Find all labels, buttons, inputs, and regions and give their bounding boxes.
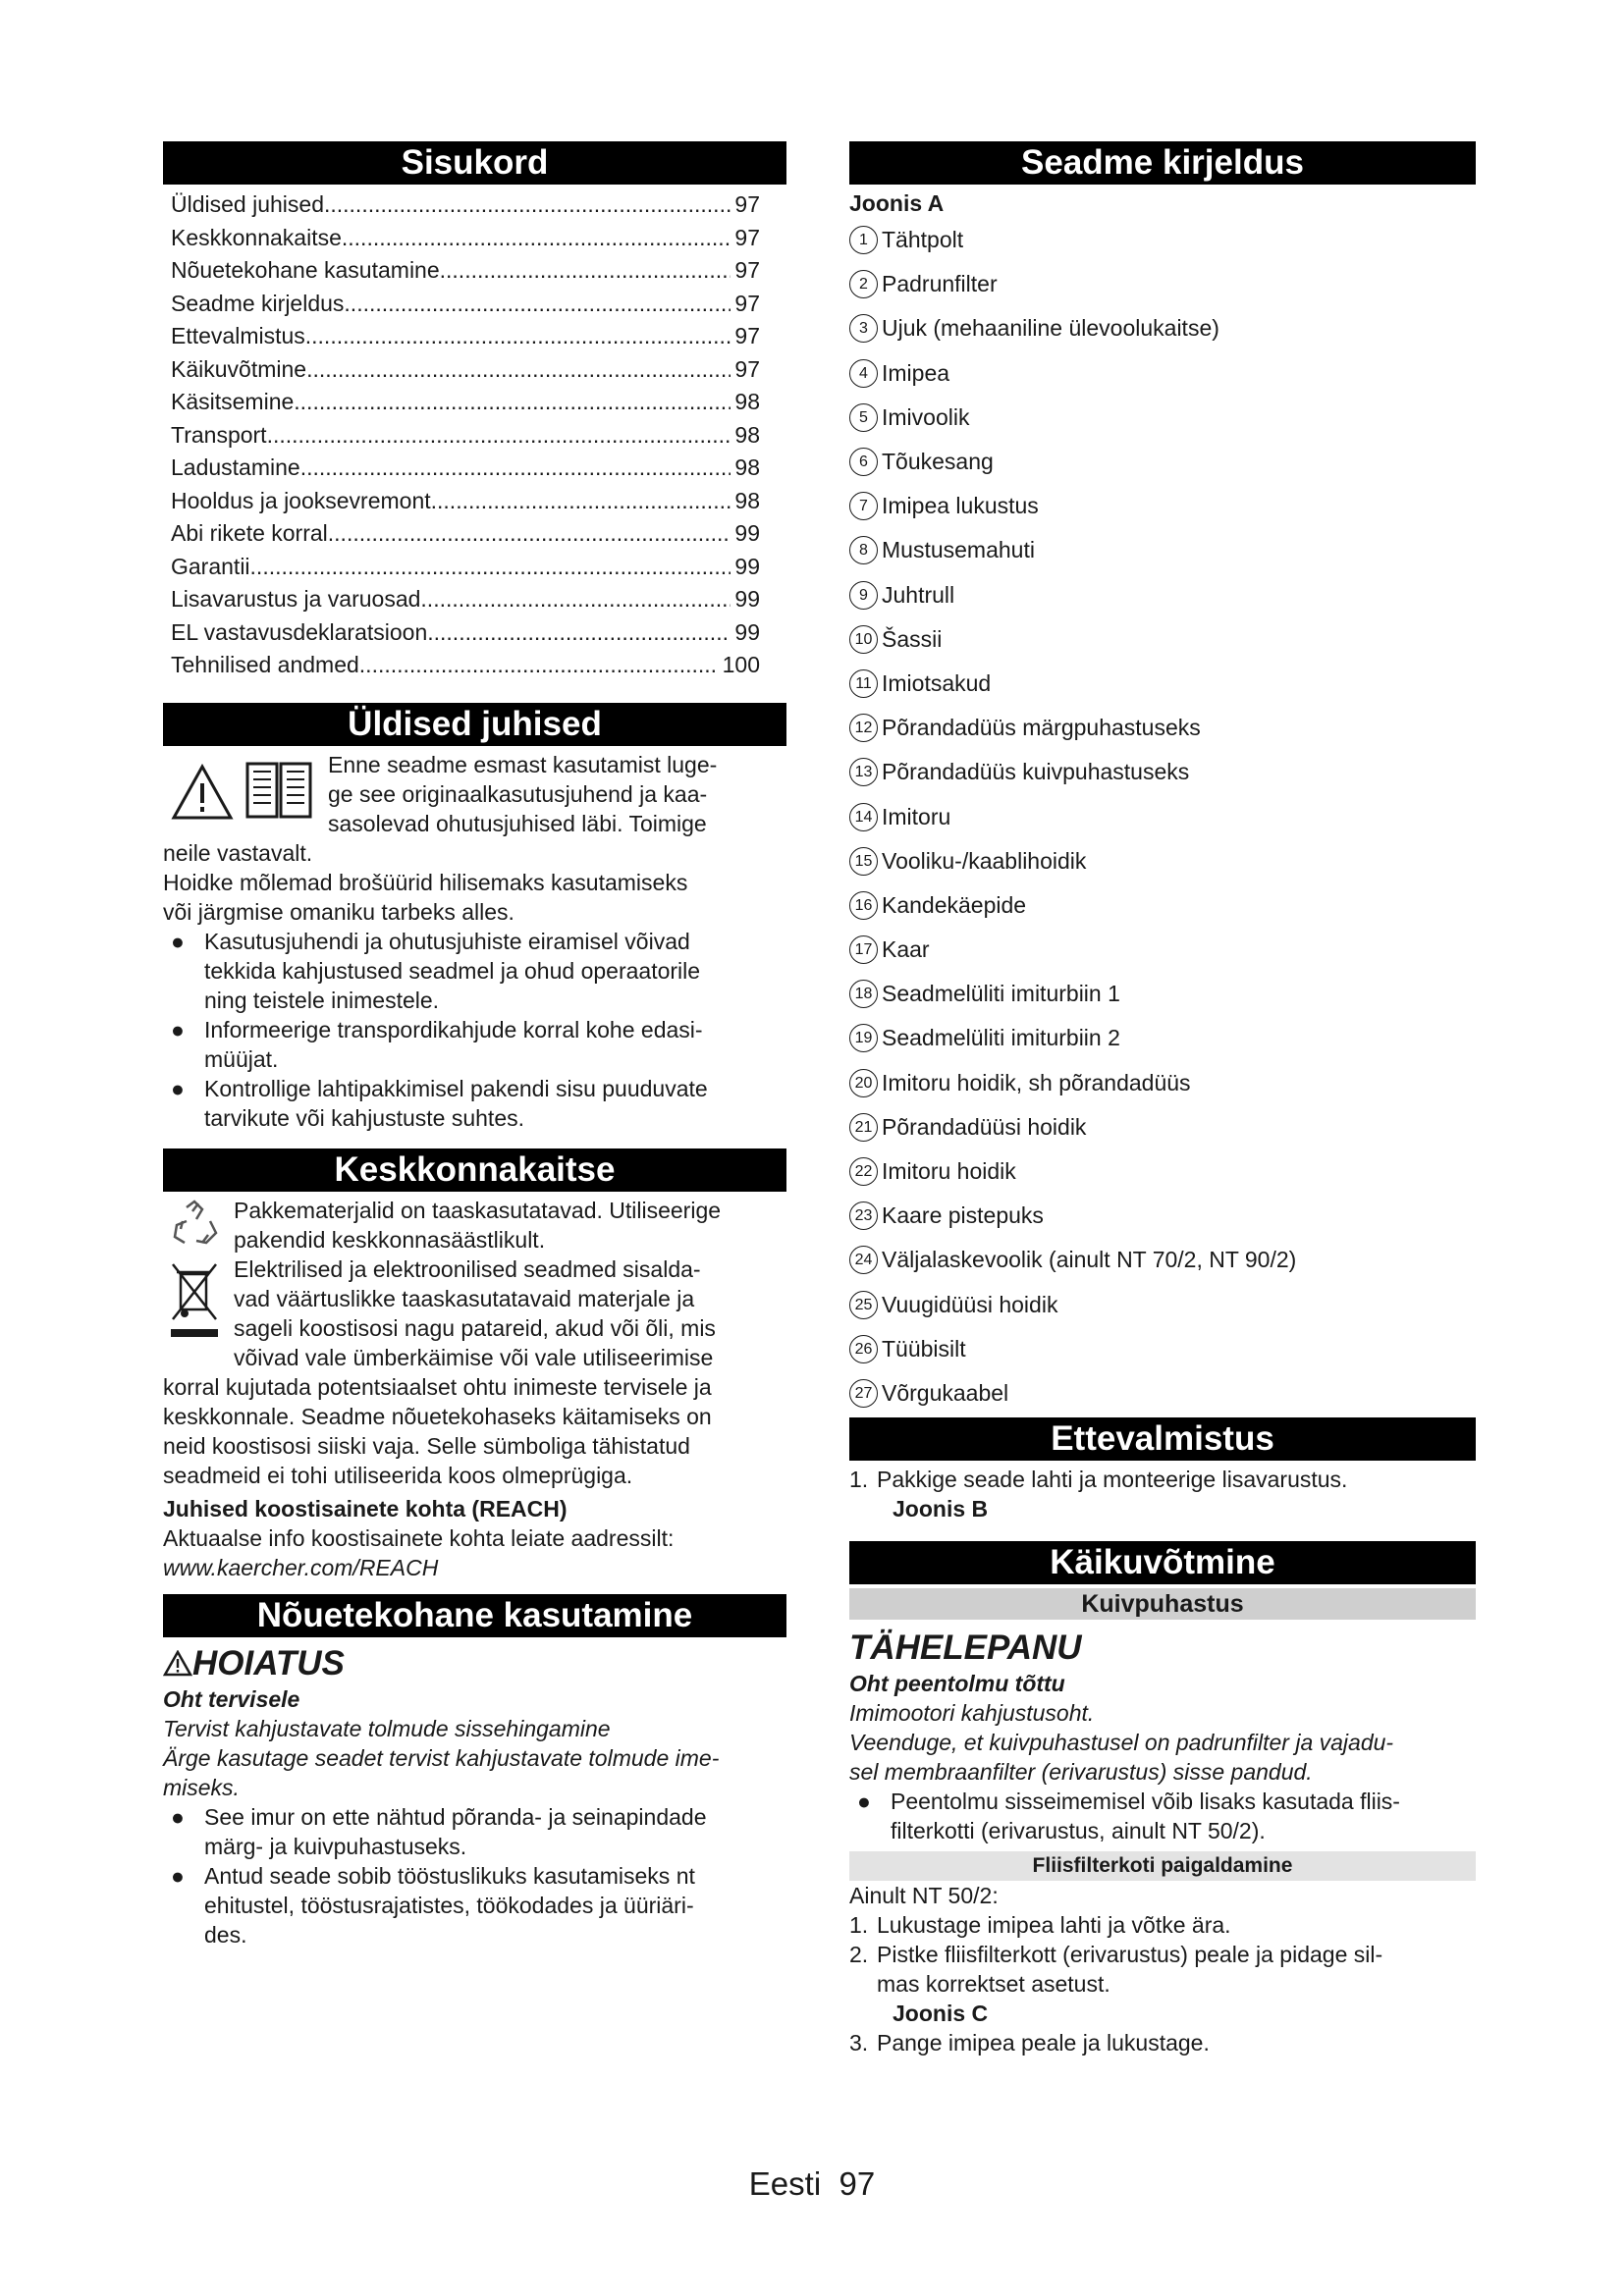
weee-line: vad väärtuslikke taaskasutatavaid materjale ja — [234, 1285, 695, 1311]
callout-number: 25 — [849, 1291, 878, 1319]
legend-label: Imitoru hoidik, sh põrandadüüs — [882, 1069, 1191, 1095]
intro-line: Enne seadme esmast kasutamist luge- — [328, 751, 718, 777]
toc-page: 97 — [734, 224, 760, 250]
weee-block — [163, 1255, 786, 1372]
toc-page: 98 — [734, 421, 760, 448]
toc-page: 97 — [734, 257, 760, 283]
toc-entry — [171, 288, 760, 321]
weee-line: võivad vale ümberkäimise või vale utiliseerimise — [234, 1344, 714, 1370]
startup-heading: Käikuvõtmine — [849, 1541, 1476, 1584]
toc-label: Tehnilised andmed — [171, 652, 359, 677]
toc-entry — [171, 353, 760, 387]
callout-number: 26 — [849, 1335, 878, 1363]
hazard-line: Veenduge, et kuivpuhastusel on padrunfilter ja vajadu- — [849, 1730, 1394, 1756]
toc-leader — [324, 188, 731, 222]
legend-label: Imiotsakud — [882, 669, 992, 696]
legend-item — [849, 1061, 1476, 1105]
legend-label: Vooliku-/kaablihoidik — [882, 847, 1087, 874]
toc-page: 97 — [734, 290, 760, 316]
only-model: Ainult NT 50/2: — [849, 1883, 999, 1909]
legend-item — [849, 306, 1476, 350]
hazard-line: sel membraanfilter (erivarustus) sisse pandud. — [849, 1759, 1313, 1786]
legend-item — [849, 706, 1476, 750]
intro-continuation: neile vastavalt. — [163, 839, 313, 866]
legend-label: Imipea lukustus — [882, 493, 1039, 519]
bullet-line: Peentolmu sisseimemisel võib lisaks kasutada fliis- — [891, 1789, 1400, 1815]
bullet-text — [204, 927, 786, 1015]
toc-entry — [171, 583, 760, 616]
legend-item — [849, 351, 1476, 396]
reach-link[interactable]: www.kaercher.com/REACH — [163, 1554, 439, 1580]
toc-label: Transport — [171, 421, 267, 448]
figure-label: Joonis B — [893, 1496, 989, 1522]
bullet-item: ● Peentolmu sisseimemisel võib lisaks kasutada fliis- filterkotti (erivarustus, ainult NT 50/2). — [849, 1787, 1476, 1845]
callout-number: 24 — [849, 1246, 878, 1274]
callout-number: 10 — [849, 625, 878, 654]
step-number: 1. — [849, 1912, 869, 1939]
toc-entry — [171, 188, 760, 222]
step-text: Pakkige seade lahti ja monteerige lisavarustus. — [877, 1467, 1348, 1493]
weee-line: keskkonnale. Seadme nõuetekohaseks käitamiseks on — [163, 1403, 712, 1429]
recycle-line: pakendid keskkonnasäästlikult. — [234, 1226, 546, 1253]
warning-text: HOIATUS — [192, 1643, 345, 1682]
toc-entry — [171, 517, 760, 551]
legend-item — [849, 1238, 1476, 1282]
figure-label: Joonis C — [893, 2001, 989, 2027]
step-number: 3. — [849, 2030, 869, 2056]
hazard-line: miseks. — [163, 1774, 240, 1800]
toc-leader — [328, 517, 731, 551]
recycle-block — [163, 1196, 786, 1255]
legend-item — [849, 617, 1476, 662]
toc-page: 98 — [734, 389, 760, 414]
toc-label: Garantii — [171, 553, 250, 579]
legend-item — [849, 573, 1476, 617]
toc-leader — [427, 616, 731, 650]
bullet-line: tekkida kahjustused seadmel ja ohud operaatorile — [204, 957, 701, 984]
footer-language: Eesti — [748, 2165, 822, 2202]
step-number: 1. — [849, 1467, 869, 1493]
intro-line: sasolevad ohutusjuhised läbi. Toimige — [328, 810, 707, 836]
toc-leader — [306, 353, 731, 387]
bullet-item — [163, 1861, 786, 1949]
toc-page: 99 — [734, 520, 760, 546]
legend-label: Imivoolik — [882, 403, 970, 430]
legend-item — [849, 1149, 1476, 1194]
toc-page: 97 — [734, 323, 760, 348]
reach-heading: Juhised koostisainete kohta (REACH) — [163, 1495, 568, 1522]
recycle-icon — [167, 1198, 222, 1253]
recycle-line: Pakkematerjalid on taaskasutatavad. Utiliseerige — [234, 1197, 722, 1223]
step-line: mas korrektset asetust. — [877, 1971, 1110, 1998]
callout-number: 14 — [849, 803, 878, 831]
toc-page: 99 — [734, 586, 760, 612]
toc-label: Üldised juhised — [171, 191, 324, 217]
toc-page: 98 — [734, 454, 760, 480]
toc-entry — [171, 452, 760, 485]
callout-number: 16 — [849, 891, 878, 920]
bullet-line: See imur on ette nähtud põranda- ja seinapindade — [204, 1803, 707, 1830]
toc-leader — [300, 452, 731, 485]
callout-number: 17 — [849, 935, 878, 964]
toc-label: Ettevalmistus — [171, 323, 305, 348]
bullet-item — [163, 1015, 786, 1074]
callout-number: 7 — [849, 492, 878, 520]
warning-triangle-icon — [171, 764, 234, 821]
callout-number: 1 — [849, 226, 878, 254]
step-item — [849, 2028, 1476, 2057]
step-text — [877, 1910, 1476, 1940]
description-heading: Seadme kirjeldus — [849, 141, 1476, 185]
dry-cleaning-subheading: Kuivpuhastus — [849, 1588, 1476, 1620]
legend-item — [849, 1283, 1476, 1327]
keep-line: või järgmise omaniku tarbeks alles. — [163, 898, 514, 925]
legend-item — [849, 528, 1476, 572]
general-heading: Üldised juhised — [163, 703, 786, 746]
legend-label: Kaare pistepuks — [882, 1202, 1044, 1229]
toc-leader — [250, 551, 731, 584]
bullet-item — [163, 1802, 786, 1861]
bullet-item — [163, 1074, 786, 1133]
bullet-line: ehitustel, tööstusrajatistes, töökodades ja üüriäri- — [204, 1892, 694, 1918]
legend-item — [849, 794, 1476, 838]
step-line: Pange imipea peale ja lukustage. — [877, 2030, 1210, 2056]
weee-line: neid koostisosi siiski vaja. Selle sümboliga tähistatud — [163, 1432, 690, 1459]
toc-label: Nõuetekohane kasutamine — [171, 257, 440, 283]
toc-entry — [171, 551, 760, 584]
callout-number: 6 — [849, 448, 878, 476]
legend-label: Võrgukaabel — [882, 1379, 1009, 1406]
left-column — [163, 141, 786, 1949]
bullet-line: Informeerige transpordikahjude korral kohe edasi- — [204, 1016, 703, 1042]
weee-line: korral kujutada potentsiaalset ohtu inimeste tervisele ja — [163, 1373, 712, 1400]
toc-leader — [267, 419, 731, 453]
bullet-line: tarvikute või kahjustuste suhtes. — [204, 1104, 524, 1131]
installation-steps — [849, 1910, 1476, 2057]
toc-leader — [359, 649, 719, 682]
legend-item — [849, 883, 1476, 928]
usage-heading: Nõuetekohane kasutamine — [163, 1594, 786, 1637]
usage-bullets — [163, 1802, 786, 1949]
legend-label: Mustusemahuti — [882, 537, 1035, 563]
toc-heading: Sisukord — [163, 141, 786, 185]
callout-number: 22 — [849, 1157, 878, 1186]
toc-label: Keskkonnakaitse — [171, 224, 342, 250]
callout-number: 3 — [849, 314, 878, 343]
toc-leader — [342, 222, 731, 255]
legend-label: Vuugidüüsi hoidik — [882, 1291, 1058, 1317]
bullet-item — [163, 927, 786, 1015]
legend-item — [849, 1105, 1476, 1149]
legend-label: Padrunfilter — [882, 271, 998, 297]
toc-entry — [171, 386, 760, 419]
bullet-text — [204, 1802, 786, 1861]
toc-page: 99 — [734, 553, 760, 579]
callout-number: 8 — [849, 536, 878, 564]
hazard-line: Tervist kahjustavate tolmude sissehingamine — [163, 1715, 611, 1741]
toc-entry — [171, 222, 760, 255]
legend-label: Tõukesang — [882, 449, 994, 475]
legend-item — [849, 662, 1476, 706]
toc-label: Lisavarustus ja varuosad — [171, 586, 421, 612]
manual-book-icon — [244, 758, 314, 821]
toc-page: 98 — [734, 487, 760, 513]
legend-label: Tähtpolt — [882, 227, 964, 253]
preparation-heading: Ettevalmistus — [849, 1417, 1476, 1461]
toc-leader — [294, 386, 731, 419]
legend-item — [849, 1371, 1476, 1415]
table-of-contents — [163, 188, 786, 682]
weee-line: sageli koostisosi nagu patareid, akud või õli, mis — [234, 1314, 716, 1341]
toc-entry — [171, 649, 760, 682]
step-line: Lukustage imipea lahti ja võtke ära. — [877, 1912, 1231, 1939]
legend-label: Imitoru — [882, 803, 951, 829]
legend-label: Imitoru hoidik — [882, 1158, 1016, 1185]
toc-label: Käsitsemine — [171, 389, 295, 414]
callout-number: 13 — [849, 758, 878, 786]
right-column — [849, 141, 1476, 2057]
bullet-dot: ● — [171, 1075, 185, 1101]
legend-label: Ujuk (mehaaniline ülevoolukaitse) — [882, 315, 1219, 342]
step-number: 2. — [849, 1942, 869, 1968]
callout-number: 18 — [849, 980, 878, 1008]
legend-label: Kandekäepide — [882, 891, 1027, 918]
legend-item — [849, 972, 1476, 1016]
bullet-dot: ● — [171, 1016, 185, 1042]
step-item — [849, 1910, 1476, 1940]
step-text — [877, 1940, 1476, 1999]
weee-line: Elektrilised ja elektroonilised seadmed sisalda- — [234, 1255, 701, 1282]
warning-label — [163, 1643, 786, 1684]
step-line: Pistke fliisfilterkott (erivarustus) peale ja pidage sil- — [877, 1942, 1383, 1968]
legend-item — [849, 218, 1476, 262]
bullet-text — [204, 1015, 786, 1074]
bullet-line: des. — [204, 1921, 247, 1948]
component-legend — [849, 218, 1476, 1415]
hazard-heading: Oht tervisele — [163, 1685, 300, 1712]
bullet-dot: ● — [171, 1803, 185, 1830]
crossed-bin-icon — [167, 1258, 222, 1345]
toc-entry — [171, 616, 760, 650]
callout-number: 4 — [849, 359, 878, 388]
legend-item — [849, 750, 1476, 794]
legend-item — [849, 839, 1476, 883]
toc-leader — [440, 254, 731, 288]
legend-label: Põrandadüüs märgpuhastuseks — [882, 715, 1201, 741]
weee-line: seadmeid ei tohi utiliseerida koos olmeprügiga. — [163, 1462, 633, 1488]
bullet-line: Kontrollige lahtipakkimisel pakendi sisu puuduvate — [204, 1075, 708, 1101]
intro-line: ge see originaalkasutusjuhend ja kaa- — [328, 780, 708, 807]
legend-label: Põrandadüüs kuivpuhastuseks — [882, 759, 1190, 785]
toc-entry — [171, 419, 760, 453]
legend-item — [849, 928, 1476, 972]
hazard-line: Imimootori kahjustusoht. — [849, 1700, 1095, 1727]
bullet-line: müüjat. — [204, 1045, 279, 1072]
toc-leader — [431, 485, 731, 518]
legend-item — [849, 396, 1476, 440]
preparation-step — [849, 1465, 1476, 1494]
callout-number: 2 — [849, 270, 878, 298]
toc-entry — [171, 320, 760, 353]
callout-number: 19 — [849, 1024, 878, 1052]
callout-number: 20 — [849, 1069, 878, 1097]
toc-leader — [344, 288, 731, 321]
bullet-dot: ● — [171, 928, 185, 954]
warning-triangle-icon — [163, 1650, 192, 1677]
toc-label: Käikuvõtmine — [171, 355, 307, 382]
toc-page: 100 — [722, 652, 760, 677]
legend-label: Imipea — [882, 359, 950, 386]
general-intro — [163, 750, 786, 838]
callout-number: 27 — [849, 1379, 878, 1408]
hazard-line: Ärge kasutage seadet tervist kahjustavate tolmude ime- — [163, 1744, 720, 1771]
step-item — [849, 1940, 1476, 1999]
legend-item — [849, 1016, 1476, 1060]
toc-page: 97 — [734, 191, 760, 217]
legend-label: Tüübisilt — [882, 1335, 966, 1362]
toc-entry — [171, 254, 760, 288]
toc-label: Hooldus ja jooksevremont — [171, 487, 431, 513]
toc-page: 97 — [734, 355, 760, 382]
bullet-dot: ● — [171, 1862, 185, 1889]
environment-heading: Keskkonnakaitse — [163, 1148, 786, 1192]
legend-item — [849, 440, 1476, 484]
bullet-text — [204, 1074, 786, 1133]
callout-number: 12 — [849, 714, 878, 742]
bullet-line: filterkotti (erivarustus, ainult NT 50/2). — [891, 1818, 1266, 1844]
legend-label: Seadmelüliti imiturbiin 2 — [882, 1025, 1120, 1051]
callout-number: 5 — [849, 403, 878, 432]
callout-number: 23 — [849, 1201, 878, 1230]
general-bullets — [163, 927, 786, 1133]
fleece-subheading: Fliisfilterkoti paigaldamine — [849, 1851, 1476, 1881]
legend-item — [849, 1194, 1476, 1238]
toc-label: Abi rikete korral — [171, 520, 328, 546]
callout-number: 11 — [849, 669, 878, 698]
legend-item — [849, 262, 1476, 306]
callout-number: 21 — [849, 1113, 878, 1142]
toc-page: 99 — [734, 618, 760, 645]
legend-label: Seadmelüliti imiturbiin 1 — [882, 981, 1120, 1007]
toc-leader — [420, 583, 731, 616]
bullet-line: märg- ja kuivpuhastuseks. — [204, 1833, 467, 1859]
hazard-heading: Oht peentolmu tõttu — [849, 1671, 1065, 1697]
step-text — [877, 2028, 1476, 2057]
bullet-line: Kasutusjuhendi ja ohutusjuhiste eiramisel võivad — [204, 928, 690, 954]
legend-label: Kaar — [882, 936, 930, 963]
legend-item — [849, 484, 1476, 528]
page-number: 97 — [839, 2165, 876, 2202]
bullet-text — [204, 1861, 786, 1949]
toc-leader — [305, 320, 731, 353]
legend-label: Põrandadüüsi hoidik — [882, 1113, 1087, 1140]
toc-label: Ladustamine — [171, 454, 300, 480]
callout-number: 9 — [849, 581, 878, 610]
legend-item — [849, 1327, 1476, 1371]
legend-label: Šassii — [882, 625, 943, 652]
page-footer — [0, 2165, 1624, 2203]
legend-label: Väljalaskevoolik (ainult NT 70/2, NT 90/2) — [882, 1247, 1297, 1273]
toc-label: Seadme kirjeldus — [171, 290, 345, 316]
toc-entry — [171, 485, 760, 518]
reach-text: Aktuaalse info koostisainete kohta leiate aadressilt: — [163, 1524, 675, 1551]
keep-line: Hoidke mõlemad brošüürid hilisemaks kasutamiseks — [163, 869, 688, 895]
figure-label: Joonis A — [849, 190, 945, 216]
toc-label: EL vastavusdeklaratsioon — [171, 618, 428, 645]
legend-label: Juhtrull — [882, 581, 955, 608]
callout-number: 15 — [849, 847, 878, 876]
bullet-line: Antud seade sobib tööstuslikuks kasutamiseks nt — [204, 1862, 695, 1889]
bullet-line: ning teistele inimestele. — [204, 987, 440, 1013]
notice-label: TÄHELEPANU — [849, 1629, 1082, 1668]
